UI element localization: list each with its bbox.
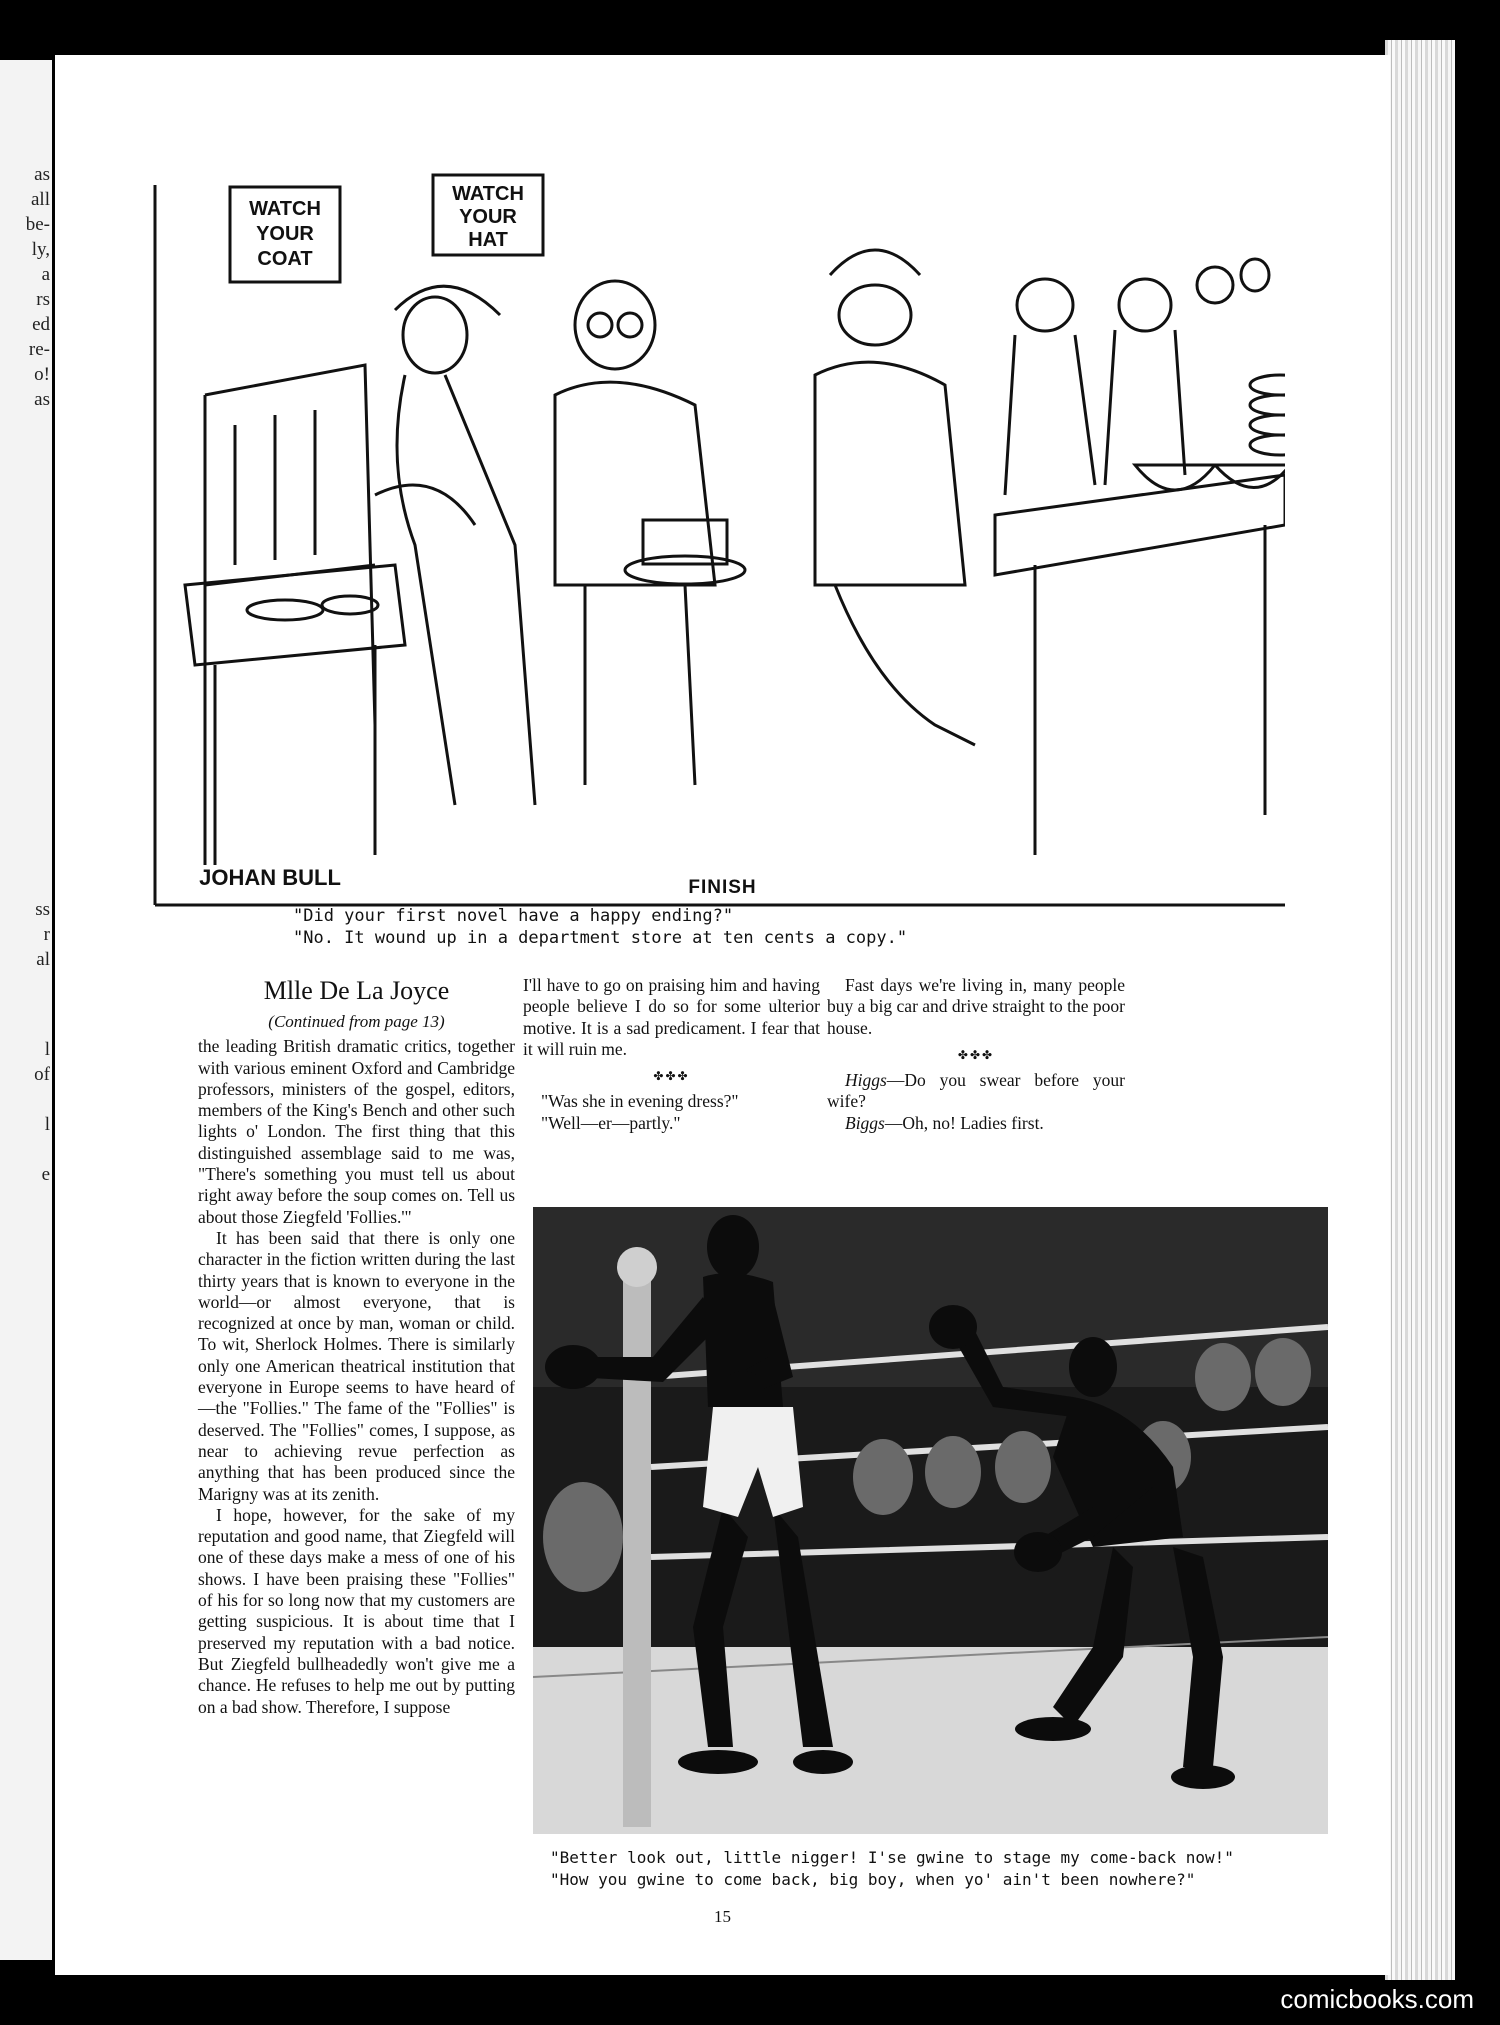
book-page-edges <box>1385 40 1455 1980</box>
site-watermark: comicbooks.com <box>1280 1984 1474 2014</box>
prev-page-fragment: l <box>44 1114 50 1135</box>
article-column-3 <box>827 975 1125 1134</box>
article-column-2 <box>523 975 820 1134</box>
prev-page-fragment: e <box>41 1164 50 1185</box>
cartoon-illustration <box>115 165 1285 925</box>
lunch-counter-cartoon <box>115 165 1285 925</box>
joke-paragraph <box>827 1113 1125 1134</box>
previous-page-edge <box>0 60 52 1960</box>
joke-text: —Do you swear before your wife? <box>827 1070 1125 1112</box>
sign-hat-line-3: HAT <box>468 229 508 251</box>
prev-page-fragment: al <box>36 949 50 970</box>
prev-page-fragment: o! <box>34 364 50 385</box>
joke-line: "Well—er—partly." <box>541 1112 681 1133</box>
prev-page-fragment: a <box>41 264 50 285</box>
prev-page-fragment: ss <box>35 899 50 920</box>
article-paragraph: I'll have to go on praising him and having people believe I do so for some ulterior motive. It is a sad predicament. I fear that it will ruin me. <box>523 975 820 1059</box>
article-paragraph: I hope, however, for the sake of my reputation and good name, that Ziegfeld will one of these days make a mess of one of his shows. I have been praising these "Follies" of his for so long now that my customers are getting suspicious. It is about time that I preserved my reputation with a bad notice. But Ziegfeld bullheadedly won't give me a chance. He refuses to help me out by putting on a bad show. Therefore, I suppose <box>198 1504 515 1717</box>
sign-hat-line-2: YOUR <box>459 206 517 228</box>
artist-signature: JOHAN BULL <box>199 865 341 890</box>
joke-paragraph: Fast days we're living in, many people buy a big car and drive straight to the poor house. <box>827 975 1125 1038</box>
cartoon-caption-line-1: "Did your first novel have a happy ending?" <box>293 906 734 926</box>
sign-hat-line-1: WATCH <box>452 183 524 205</box>
boxing-illustration <box>533 1207 1328 1834</box>
joke-text: —Oh, no! Ladies first. <box>884 1112 1044 1133</box>
prev-page-fragment: of <box>34 1064 50 1085</box>
prev-page-fragment: ly, <box>31 239 50 260</box>
article-continued-note: (Continued from page 13) <box>268 1012 445 1031</box>
boxing-caption-line-2: "How you gwine to come back, big boy, when yo' ain't been nowhere?" <box>550 1870 1196 1889</box>
page-number: 15 <box>714 1907 731 1926</box>
boxing-caption <box>550 1847 1370 1891</box>
prev-page-fragment: re- <box>28 339 50 360</box>
magazine-page <box>55 55 1390 1975</box>
prev-page-fragment: r <box>43 924 50 945</box>
prev-page-fragment: l <box>44 1039 50 1060</box>
boxing-caption-line-1: "Better look out, little nigger! I'se gwine to stage my come-back now!" <box>550 1848 1234 1867</box>
article-paragraph: the leading British dramatic critics, together with various eminent Oxford and Cambridge professors, ministers of the gospel, editors, members of the King's Bench and other such lights o' London. The first thing that this distinguished assemblage said to me was, "There's something you must tell us about right away before the soup comes on. Tell us about those Ziegfeld 'Follies.'" <box>198 1036 515 1227</box>
cartoon-caption-line-2: "No. It wound up in a department store at ten cents a copy." <box>293 928 908 948</box>
sign-coat-line-3: COAT <box>257 248 313 270</box>
prev-page-fragment: rs <box>36 289 50 310</box>
prev-page-fragment: ed <box>32 314 50 335</box>
section-ornament: ✤✤✤ <box>653 1069 690 1084</box>
article-paragraph: It has been said that there is only one character in the fiction written during the last thirty years that is known to everyone in the world—or almost everyone, that is recognized at once by man, woman or child. To wit, Sherlock Holmes. There is similarly only one American theatrical institution that everyone in Europe seems to have heard of—the "Follies." The fame of the "Follies" is deserved. The "Follies" comes, I suppose, as near to achieving revue perfection as anything that has been produced since the Marigny was at its zenith. <box>198 1227 515 1504</box>
prev-page-fragment: as <box>34 389 50 410</box>
cartoon-caption <box>293 905 1193 949</box>
joke-paragraph <box>827 1070 1125 1113</box>
article-title: Mlle De La Joyce <box>263 976 450 1005</box>
boxing-drawing <box>533 1207 1328 1834</box>
prev-page-fragment: as <box>34 164 50 185</box>
section-ornament: ✤✤✤ <box>957 1047 995 1062</box>
sign-coat-line-2: YOUR <box>256 223 314 245</box>
prev-page-fragment: be- <box>25 214 50 235</box>
joke-line: "Was she in evening dress?" <box>541 1091 739 1112</box>
article-column-1 <box>198 975 515 1718</box>
speaker-name: Biggs <box>845 1112 885 1133</box>
cartoon-title: FINISH <box>688 877 757 898</box>
speaker-name: Higgs <box>845 1070 887 1091</box>
prev-page-fragment: all <box>31 189 50 210</box>
sign-coat-line-1: WATCH <box>249 198 321 220</box>
